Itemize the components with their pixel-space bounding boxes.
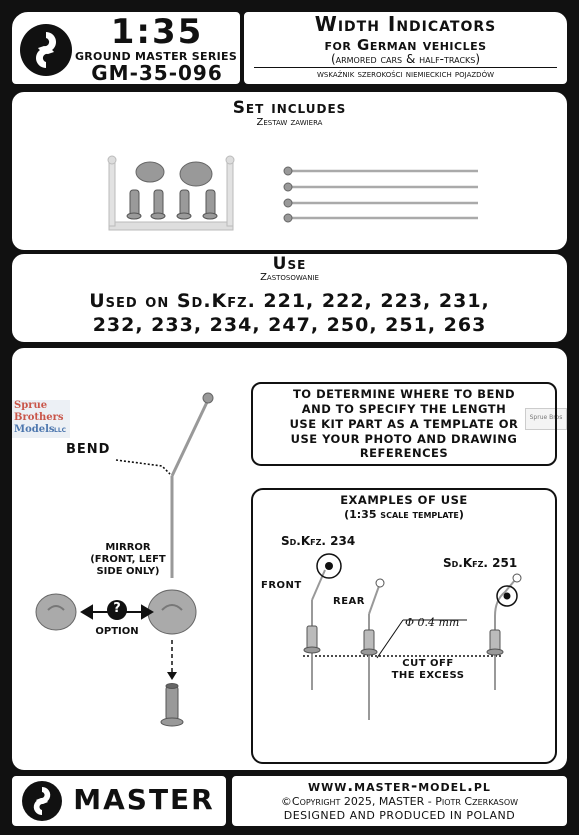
series-label: GROUND MASTER SERIES xyxy=(74,50,238,63)
title-divider xyxy=(254,67,557,68)
footer-info-panel xyxy=(230,774,569,828)
examples-diagram xyxy=(253,490,555,762)
use-heading: Use xyxy=(272,254,307,274)
examples-heading: EXAMPLES OF USE xyxy=(340,493,468,507)
example-vehicle-b-icon xyxy=(487,574,521,690)
note-line-1: TO DETERMINE WHERE TO BEND xyxy=(292,387,516,401)
use-vehicles-line-1: Used on Sd.Kfz. 221, 222, 223, 231, xyxy=(89,290,490,312)
mirror-parts-icon xyxy=(136,162,212,186)
note-box xyxy=(251,382,557,466)
watermark xyxy=(12,400,70,438)
scale-label: 1:35 xyxy=(110,12,204,52)
note-line-4: USE YOUR PHOTO AND DRAWING xyxy=(290,432,518,446)
set-includes-polish: Zestaw zawiera xyxy=(256,117,323,128)
mount-part-icon xyxy=(161,684,183,727)
vehicle-b-label: Sd.Kfz. 251 xyxy=(443,556,518,570)
example-rear-icon xyxy=(361,579,384,720)
option-label: OPTION xyxy=(95,626,139,637)
footer-copyright: ©Copyright 2025, MASTER - Piotr Czerkasow xyxy=(280,795,519,808)
use-polish: Zastosowanie xyxy=(260,272,319,283)
front-label: FRONT xyxy=(261,580,302,591)
set-includes-heading: Set includes xyxy=(232,98,347,118)
watermark-line-2: Brothers xyxy=(14,412,64,423)
use-vehicles-line-2: 232, 233, 234, 247, 250, 251, 263 xyxy=(92,314,487,336)
instructions-panel xyxy=(10,346,569,772)
title-polish: wskaźnik szerokości niemieckich pojazdów xyxy=(316,69,494,80)
assembly-arrow-icon xyxy=(167,640,177,680)
cut-off-line-2: THE EXCESS xyxy=(391,670,465,681)
note-line-3: USE KIT PART AS A TEMPLATE OR xyxy=(289,417,519,431)
watermark-line-1: Sprue xyxy=(14,400,48,411)
mount-parts-icon xyxy=(127,190,217,219)
examples-subheading: (1:35 scale template) xyxy=(344,508,464,521)
title-panel xyxy=(242,10,569,86)
diameter-leader-icon xyxy=(377,620,403,658)
set-includes-panel xyxy=(10,90,569,252)
mirror-label-2: (FRONT, LEFT xyxy=(90,554,166,565)
cut-off-line-1: CUT OFF xyxy=(402,658,454,669)
examples-box xyxy=(251,488,557,764)
title-line-1: Width Indicators xyxy=(314,12,497,36)
note-line-2: AND TO SPECIFY THE LENGTH xyxy=(301,402,507,416)
watermark-llc: LLC xyxy=(54,427,67,434)
footer-produced: DESIGNED AND PRODUCED IN POLAND xyxy=(283,809,516,822)
example-front-icon xyxy=(304,554,341,690)
vehicle-a-label: Sd.Kfz. 234 xyxy=(281,534,356,548)
question-mark: ? xyxy=(113,601,121,616)
diameter-label: Φ 0.4 mm xyxy=(405,616,460,629)
product-code: GM-35-096 xyxy=(91,61,223,85)
mirror-label-1: MIRROR xyxy=(105,542,151,553)
footer-brand: MASTER xyxy=(73,783,215,816)
bend-label: BEND xyxy=(66,442,111,457)
logo-panel xyxy=(10,10,242,86)
use-panel xyxy=(10,252,569,344)
bent-rod-icon xyxy=(172,393,213,578)
rear-label: REAR xyxy=(333,596,365,607)
parts-illustration xyxy=(12,92,567,250)
title-line-3: (armored cars & half-tracks) xyxy=(330,52,481,66)
footer-brand-panel xyxy=(10,774,228,828)
bend-pointer-icon xyxy=(116,460,170,474)
watermark-badge-text: Sprue Bros xyxy=(529,414,563,421)
mirror-label-3: SIDE ONLY) xyxy=(96,566,160,577)
footer-url[interactable]: www.master-model.pl xyxy=(308,777,491,795)
note-line-5: REFERENCES xyxy=(359,446,449,460)
watermark-line-3: Models xyxy=(14,424,55,435)
title-line-2: for German vehicles xyxy=(324,36,487,54)
indicator-rods-icon xyxy=(288,171,478,218)
